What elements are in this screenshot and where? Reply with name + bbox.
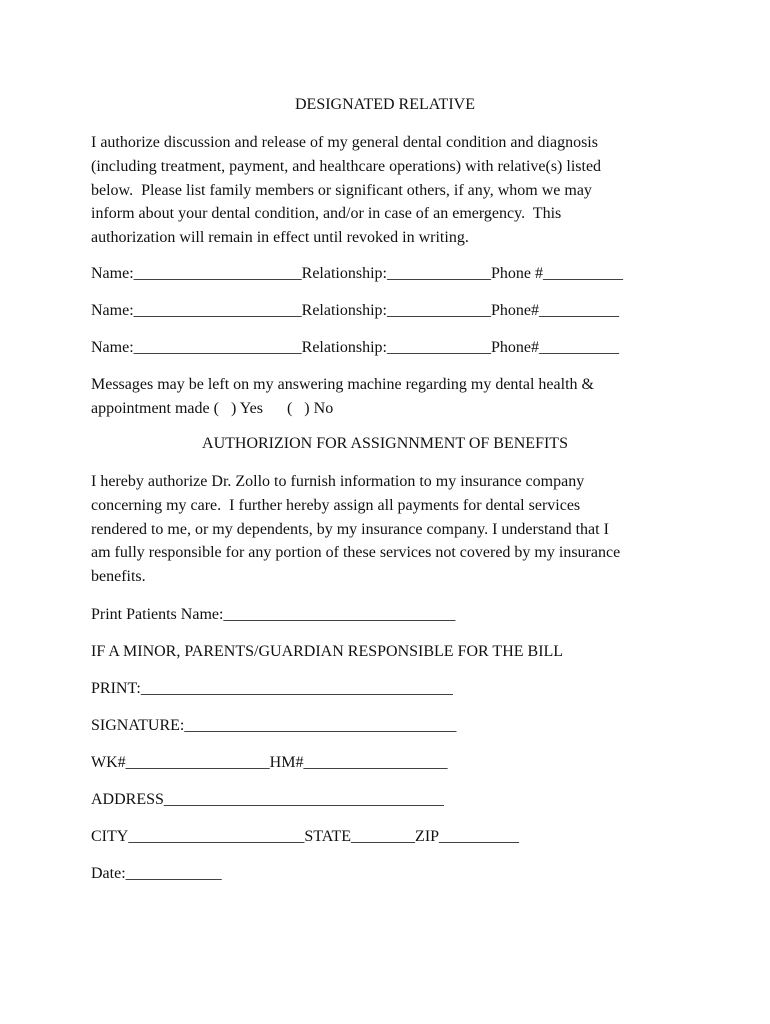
- paragraph-line: inform about your dental condition, and/or in case of an emergency. This: [91, 205, 562, 223]
- authorization-paragraph: [91, 131, 691, 250]
- relative-row-2[interactable]: Name:_____________________Relationship:_____________Phone#__________: [91, 302, 619, 319]
- paragraph-line: I authorize discussion and release of my general dental condition and diagnosis: [91, 134, 598, 151]
- print-patient-name-field[interactable]: Print Patients Name:_____________________________: [91, 606, 456, 623]
- paragraph-line: (including treatment, payment, and healthcare operations) with relative(s) listed: [91, 157, 602, 175]
- paragraph-line: I hereby authorize Dr. Zollo to furnish information to my insurance company: [91, 473, 585, 490]
- print-field[interactable]: PRINT:_______________________________________: [91, 680, 453, 697]
- paragraph-line: rendered to me, or my dependents, by my insurance company. I understand that I: [91, 520, 609, 538]
- designated-relative-heading: DESIGNATED RELATIVE: [295, 96, 475, 113]
- city-state-zip-field[interactable]: CITY______________________STATE________ZIP__________: [91, 828, 520, 845]
- yes-no-choice[interactable]: appointment made ( ) Yes ( ) No: [91, 399, 334, 417]
- minor-heading: IF A MINOR, PARENTS/GUARDIAN RESPONSIBLE FOR THE BILL: [91, 643, 564, 660]
- paragraph-line: am fully responsible for any portion of these services not covered by my insurance: [91, 544, 621, 562]
- address-field[interactable]: ADDRESS___________________________________: [91, 791, 444, 808]
- assignment-heading: AUTHORIZION FOR ASSIGNNMENT OF BENEFITS: [202, 435, 568, 452]
- paragraph-line: benefits.: [91, 568, 146, 586]
- signature-field[interactable]: SIGNATURE:__________________________________: [91, 717, 457, 734]
- paragraph-line: Messages may be left on my answering machine regarding my dental health &: [91, 376, 594, 393]
- paragraph-line: below. Please list family members or significant others, if any, whom we may: [91, 181, 592, 199]
- date-field[interactable]: Date:____________: [91, 865, 222, 882]
- relative-row-1[interactable]: Name:_____________________Relationship:_____________Phone #__________: [91, 265, 623, 282]
- phone-numbers-field[interactable]: WK#__________________HM#__________________: [91, 754, 448, 771]
- messages-consent: [91, 373, 691, 421]
- relative-row-3[interactable]: Name:_____________________Relationship:_____________Phone#__________: [91, 339, 619, 356]
- paragraph-line: authorization will remain in effect until revoked in writing.: [91, 229, 469, 247]
- paragraph-line: concerning my care. I further hereby assign all payments for dental services: [91, 496, 581, 514]
- assignment-paragraph: [91, 470, 691, 589]
